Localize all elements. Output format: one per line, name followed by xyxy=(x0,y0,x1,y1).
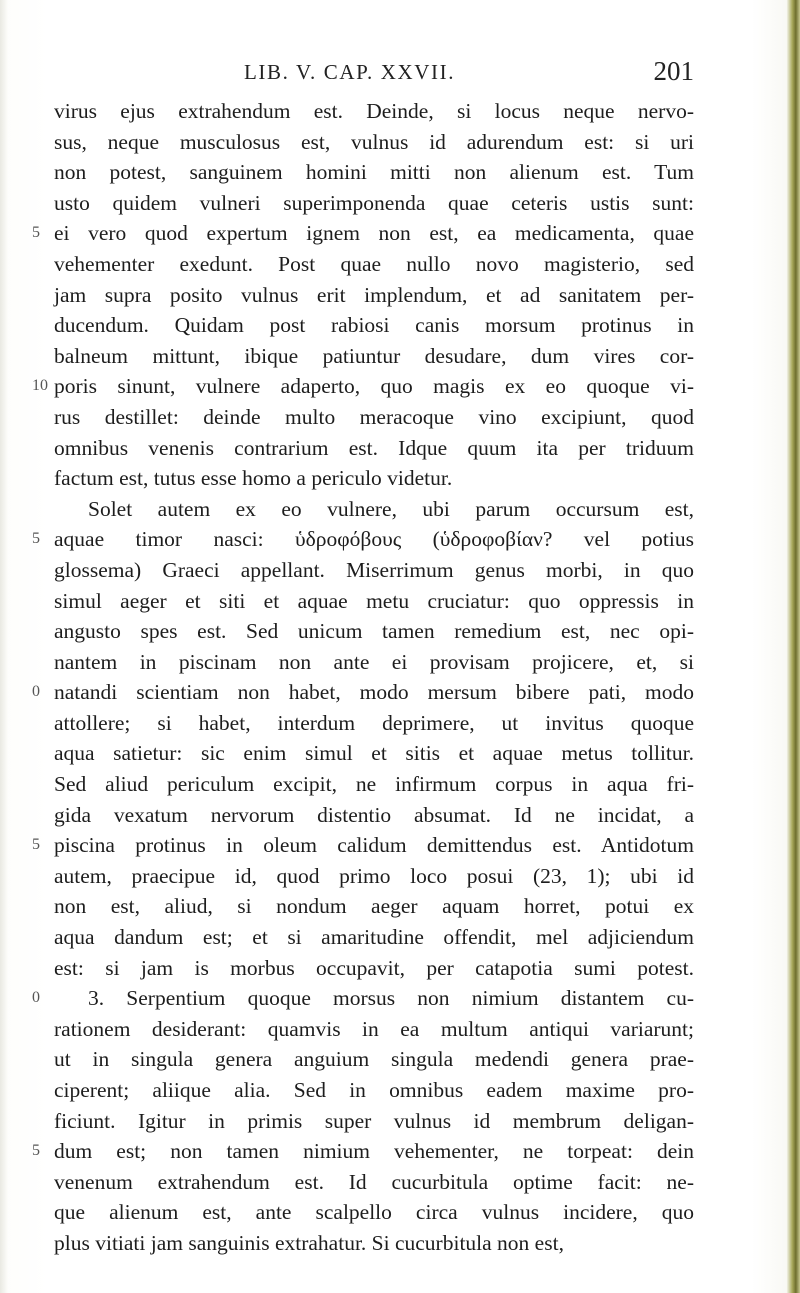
text-line xyxy=(54,1106,694,1137)
line-text: ficiunt. Igitur in primis super vulnus id membrum deligan- xyxy=(54,1108,694,1133)
text-line xyxy=(54,647,694,678)
page-edge-binding xyxy=(786,0,800,1293)
line-number: 5 xyxy=(32,1142,40,1160)
line-text: nantem in piscinam non ante ei provisam projicere, et, si xyxy=(54,649,694,674)
line-text: poris sinunt, vulnere adaperto, quo magis ex eo quoque vi- xyxy=(54,374,694,399)
line-text: 3. Serpentium quoque morsus non nimium distantem cu- xyxy=(88,986,694,1011)
page-number: 201 xyxy=(653,56,694,86)
text-line xyxy=(32,830,694,861)
line-text: ciperent; aliique alia. Sed in omnibus eadem maxime pro- xyxy=(54,1078,694,1102)
line-number: 0 xyxy=(32,989,40,1007)
text-line xyxy=(54,891,694,922)
text-line xyxy=(54,280,694,311)
line-text: jam supra posito vulnus erit implendum, et ad sanitatem per- xyxy=(54,282,694,307)
text-line xyxy=(54,310,694,341)
line-number: 5 xyxy=(32,530,40,548)
line-text: gida vexatum nervorum distentio absumat. Id ne incidat, a xyxy=(54,802,694,827)
line-text: non est, aliud, si nondum aeger aquam horret, potui ex xyxy=(54,894,694,919)
text-line xyxy=(54,769,694,800)
text-line xyxy=(54,800,694,831)
text-line xyxy=(54,341,694,372)
text-line xyxy=(54,157,694,188)
line-text: est: si jam is morbus occupavit, per catapotia sumi potest. xyxy=(54,955,694,980)
text-line xyxy=(54,249,694,280)
text-line xyxy=(54,96,694,127)
line-text: virus ejus extrahendum est. Deinde, si locus neque nervo- xyxy=(54,99,694,123)
text-line xyxy=(54,738,694,769)
line-text: venenum extrahendum est. Id cucurbitula optime facit: ne- xyxy=(54,1169,694,1194)
text-line xyxy=(54,188,694,219)
text-line xyxy=(54,922,694,953)
line-text: sus, neque musculosus est, vulnus id adurendum est: si uri xyxy=(54,129,694,154)
line-text: autem, praecipue id, quod primo loco posui (23, 1); ubi id xyxy=(54,863,694,888)
text-line xyxy=(54,1228,694,1259)
running-title: LIB. V. CAP. XXVII. xyxy=(244,60,456,84)
line-text: ei vero quod expertum ignem non est, ea medicamenta, quae xyxy=(54,221,694,246)
text-line xyxy=(32,1136,694,1167)
text-line xyxy=(54,861,694,892)
text-line xyxy=(54,127,694,158)
line-text: piscina protinus in oleum calidum demittendus est. Antidotum xyxy=(54,833,694,858)
line-text: natandi scientiam non habet, modo mersum bibere pati, modo xyxy=(54,680,694,705)
line-text: plus vitiati jam sanguinis extrahatur. Si cucurbitula non est, xyxy=(54,1230,564,1255)
running-head xyxy=(244,56,694,90)
text-line xyxy=(54,1075,694,1106)
text-line xyxy=(54,616,694,647)
text-line xyxy=(32,524,694,555)
line-text: rus destillet: deinde multo meracoque vino excipiunt, quod xyxy=(54,404,694,429)
text-line xyxy=(32,218,694,249)
text-line xyxy=(32,983,694,1014)
line-text: aquae timor nasci: ὑδροφόβους (ὑδροφοβίαν? vel potius xyxy=(54,527,694,552)
line-number: 0 xyxy=(32,683,40,701)
line-text: dum est; non tamen nimium vehementer, ne torpeat: dein xyxy=(54,1139,694,1164)
line-text: vehementer exedunt. Post quae nullo novo magisterio, sed xyxy=(54,251,694,276)
line-text: factum est, tutus esse homo a periculo videtur. xyxy=(54,466,453,491)
text-line xyxy=(54,463,694,494)
line-text: que alienum est, ante scalpello circa vulnus incidere, quo xyxy=(54,1200,694,1225)
line-text: non potest, sanguinem homini mitti non alienum est. Tum xyxy=(54,160,694,185)
line-text: rationem desiderant: quamvis in ea multum antiqui variarunt; xyxy=(54,1016,694,1041)
text-line xyxy=(32,371,694,402)
line-text: attollere; si habet, interdum deprimere, ut invitus quoque xyxy=(54,710,694,735)
line-text: simul aeger et siti et aquae metu cruciatur: quo oppressis in xyxy=(54,588,694,613)
line-text: aqua dandum est; et si amaritudine offendit, mel adjiciendum xyxy=(54,925,694,950)
line-number: 10 xyxy=(32,377,48,395)
line-text: omnibus venenis contrarium est. Idque quum ita per triduum xyxy=(54,435,694,460)
text-line xyxy=(54,586,694,617)
text-line xyxy=(54,494,694,525)
text-line xyxy=(54,1014,694,1045)
text-line xyxy=(54,1167,694,1198)
line-text: glossema) Graeci appellant. Miserrimum genus morbi, in quo xyxy=(54,557,694,582)
line-text: balneum mittunt, ibique patiuntur desudare, dum vires cor- xyxy=(54,343,694,368)
line-number: 5 xyxy=(32,836,40,854)
line-text: Sed aliud periculum excipit, ne infirmum corpus in aqua fri- xyxy=(54,772,694,797)
line-text: angusto spes est. Sed unicum tamen remedium est, nec opi- xyxy=(54,619,694,644)
text-line xyxy=(54,402,694,433)
text-line xyxy=(54,1044,694,1075)
line-text: ducendum. Quidam post rabiosi canis morsum protinus in xyxy=(54,313,694,338)
text-line xyxy=(54,953,694,984)
text-line xyxy=(54,708,694,739)
text-line xyxy=(54,1197,694,1228)
text-line xyxy=(54,433,694,464)
text-line xyxy=(32,677,694,708)
line-text: aqua satietur: sic enim simul et sitis et aquae metus tollitur. xyxy=(54,741,694,766)
line-text: usto quidem vulneri superimponenda quae ceteris ustis sunt: xyxy=(54,190,694,215)
line-text: ut in singula genera anguium singula medendi genera prae- xyxy=(54,1047,694,1072)
line-text: Solet autem ex eo vulnere, ubi parum occursum est, xyxy=(88,496,694,521)
text-line xyxy=(54,555,694,586)
page-gutter-shadow xyxy=(0,0,8,1293)
body-text xyxy=(32,96,694,1259)
line-number: 5 xyxy=(32,224,40,242)
